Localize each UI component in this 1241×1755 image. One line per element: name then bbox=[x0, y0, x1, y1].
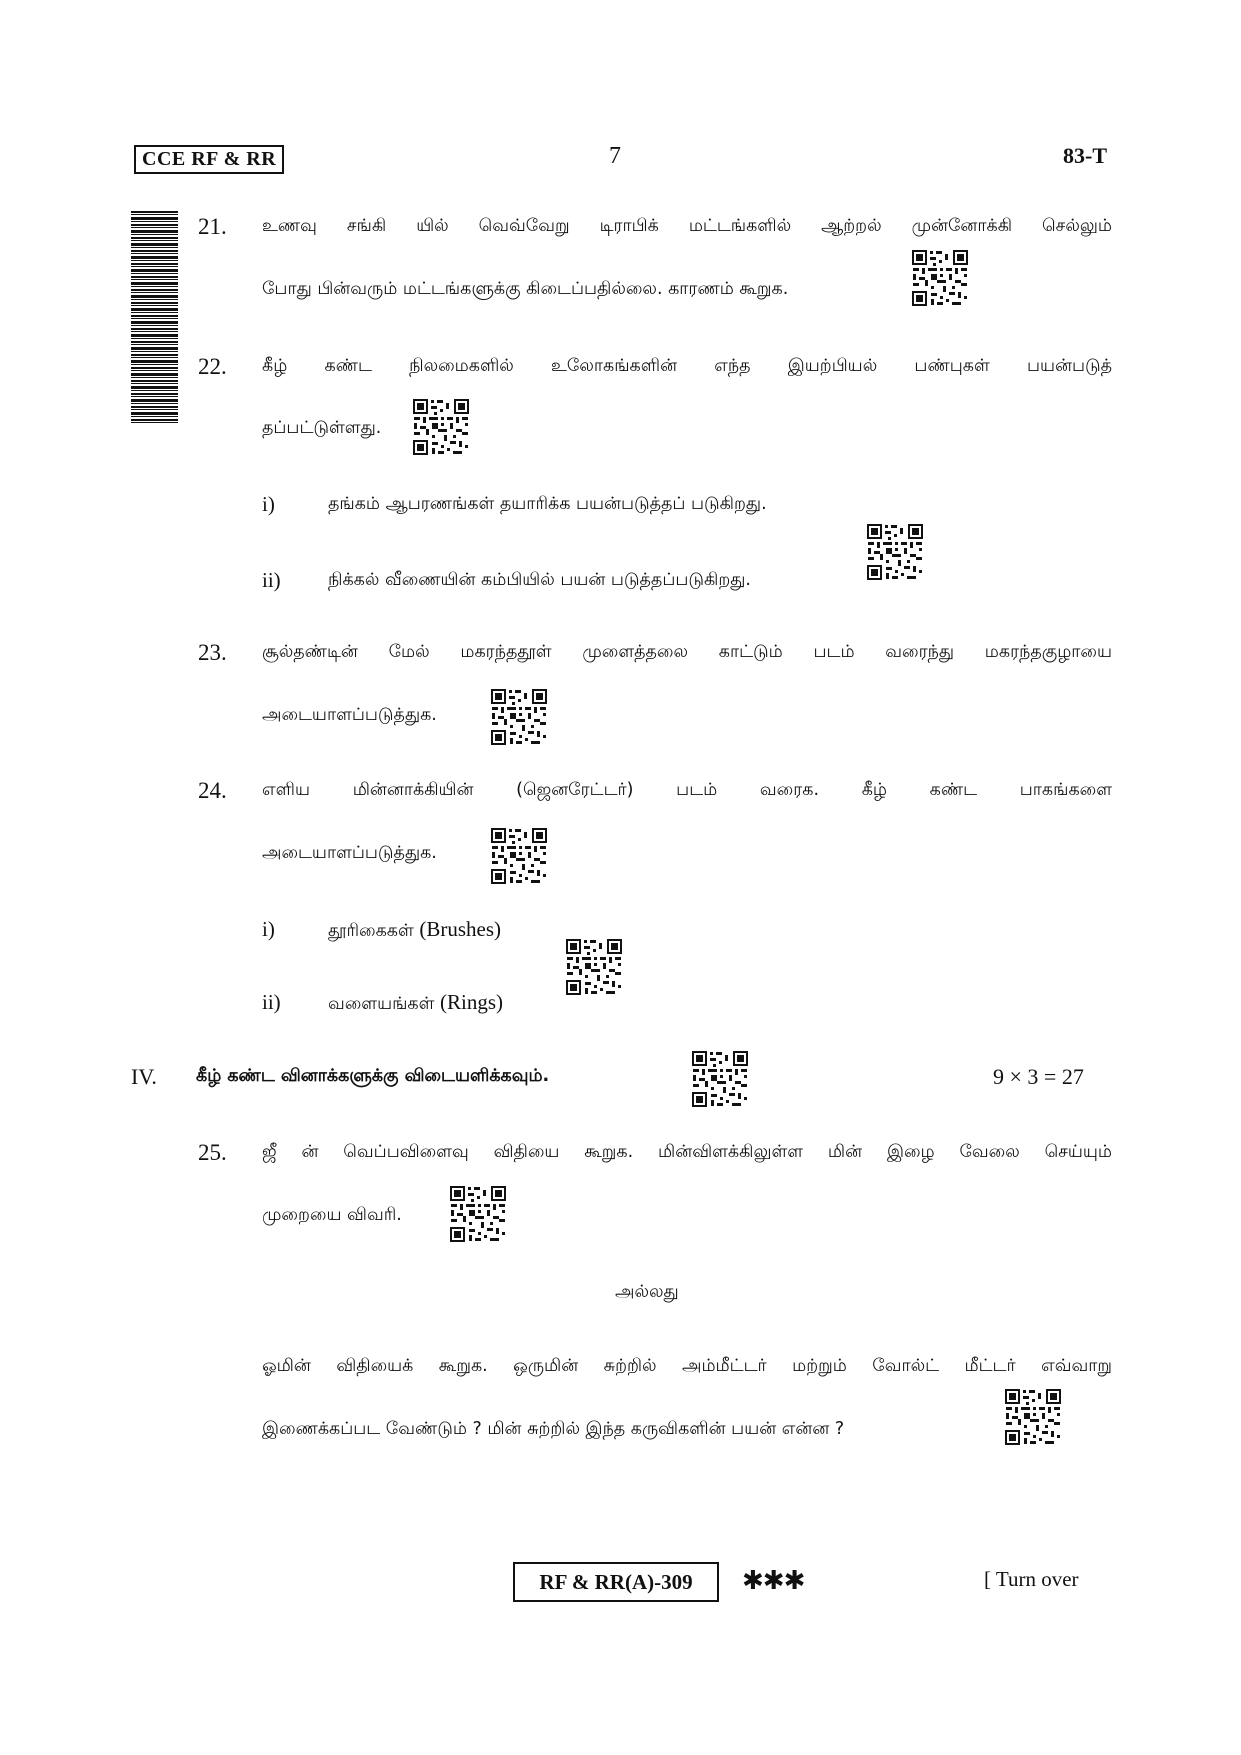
qr-code-icon bbox=[449, 1185, 507, 1243]
question-21-line-2: போது பின்வரும் மட்டங்களுக்கு கிடைப்பதில்லை. காரணம் கூறுக. bbox=[262, 279, 789, 299]
option-english: (Brushes) bbox=[419, 917, 502, 941]
footer-code-box: RF & RR(A)-309 bbox=[513, 1562, 719, 1602]
star-ornament-icon: ✱✱✱ bbox=[742, 1566, 805, 1596]
qr-code-icon bbox=[911, 249, 969, 307]
question-23-line-2: அடையாளப்படுத்துக. bbox=[262, 705, 437, 725]
option-tamil: தூரிகைகள் bbox=[328, 921, 414, 941]
option-text bbox=[328, 917, 501, 943]
question-22-line-1: கீழ் கண்ட நிலமைகளில் உலோகங்களின் எந்த இயற்பியல் பண்புகள் பயன்படுத் bbox=[262, 356, 1112, 376]
header-course-box: CCE RF & RR bbox=[134, 145, 284, 174]
question-number-23: 23. bbox=[198, 640, 227, 665]
question-24-line-2: அடையாளப்படுத்துக. bbox=[262, 843, 437, 863]
question-25-alt-line-1: ஓமின் விதியைக் கூறுக. ஒருமின் சுற்றில் அம்மீட்டர் மற்றும் வோல்ட் மீட்டர் எவ்வாறு bbox=[262, 1356, 1112, 1376]
qr-code-icon bbox=[866, 523, 924, 581]
qr-code-icon bbox=[490, 688, 548, 746]
section-marks: 9 × 3 = 27 bbox=[993, 1064, 1084, 1089]
question-22-line-2: தப்பட்டுள்ளது. bbox=[262, 418, 382, 438]
option-tamil: வளையங்கள் bbox=[328, 994, 435, 1014]
section-number: IV. bbox=[131, 1064, 157, 1089]
option-text bbox=[328, 990, 503, 1016]
question-23-line-1: சூல்தண்டின் மேல் மகரந்ததூள் முளைத்தலை காட்டும் படம் வரைந்து மகரந்தகுழாயை bbox=[262, 642, 1112, 662]
question-21-line-1: உணவு சங்கி யில் வெவ்வேறு டிராபிக் மட்டங்களில் ஆற்றல் முன்னோக்கி செல்லும் bbox=[262, 216, 1112, 236]
turn-over-note: [ Turn over bbox=[984, 1567, 1079, 1591]
option-label: i) bbox=[262, 492, 275, 516]
question-25-line-2: முறையை விவரி. bbox=[262, 1205, 402, 1225]
option-text: நிக்கல் வீணையின் கம்பியில் பயன் படுத்தப்படுகிறது. bbox=[328, 570, 751, 590]
qr-code-icon bbox=[565, 938, 623, 996]
option-text: தங்கம் ஆபரணங்கள் தயாரிக்க பயன்படுத்தப் படுகிறது. bbox=[328, 494, 767, 514]
page-number: 7 bbox=[609, 143, 621, 169]
question-24-line-1: எளிய மின்னாக்கியின் (ஜெனரேட்டர்) படம் வரைக. கீழ் கண்ட பாகங்களை bbox=[262, 780, 1112, 800]
option-label: ii) bbox=[262, 568, 281, 592]
question-number-22: 22. bbox=[198, 354, 227, 379]
option-label: ii) bbox=[262, 990, 281, 1014]
qr-code-icon bbox=[412, 398, 470, 456]
question-number-25: 25. bbox=[198, 1140, 227, 1165]
question-25-line-1: ஜீ ன் வெப்பவிளைவு விதியை கூறுக. மின்விளக்கிலுள்ள மின் இழை வேலை செய்யும் bbox=[262, 1142, 1112, 1162]
question-number-24: 24. bbox=[198, 778, 227, 803]
barcode bbox=[131, 211, 178, 425]
question-number-21: 21. bbox=[198, 214, 227, 239]
option-label: i) bbox=[262, 917, 275, 941]
qr-code-icon bbox=[1004, 1388, 1062, 1446]
qr-code-icon bbox=[691, 1050, 749, 1108]
or-separator: அல்லது bbox=[615, 1282, 679, 1302]
paper-code: 83-T bbox=[1063, 143, 1107, 168]
option-english: (Rings) bbox=[440, 990, 503, 1014]
section-heading: கீழ் கண்ட வினாக்களுக்கு விடையளிக்கவும். bbox=[196, 1066, 550, 1086]
question-25-alt-line-2: இணைக்கப்பட வேண்டும் ? மின் சுற்றில் இந்த கருவிகளின் பயன் என்ன ? bbox=[262, 1419, 845, 1439]
qr-code-icon bbox=[490, 827, 548, 885]
